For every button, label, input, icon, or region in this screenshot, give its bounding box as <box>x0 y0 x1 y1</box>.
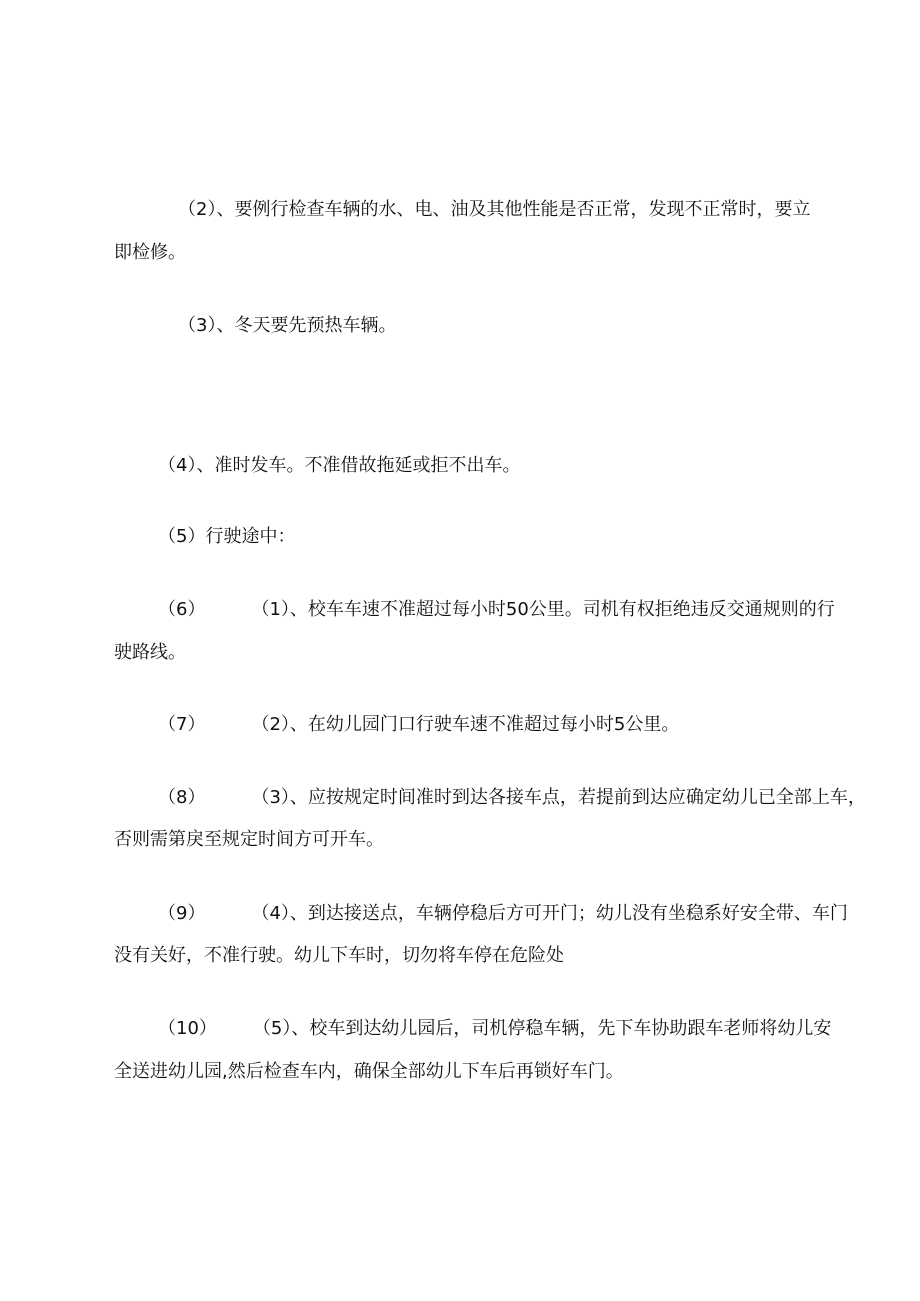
item-8-line-2: 否则需第戾至规定时间方可开车。 <box>114 829 384 850</box>
item-6-number: （6） <box>158 599 206 620</box>
item-9-line-1 <box>158 902 848 926</box>
item-5-line-1: （5）行驶途中： <box>158 526 296 547</box>
item-6-line-1 <box>158 598 835 622</box>
item-7-number: （7） <box>158 714 206 735</box>
item-10-number: （10） <box>158 1018 217 1039</box>
item-10-line-2: 全送进幼儿园,然后检查车内，确保全部幼儿下车后再锁好车门。 <box>114 1061 624 1082</box>
item-6-text: （1）、校车车速不准超过每小时50公里。司机有权拒绝违反交通规则的行 <box>251 599 835 620</box>
item-8-text: （3）、应按规定时间准时到达各接车点，若提前到达应确定幼儿已全部上车， <box>251 787 866 808</box>
item-9-line-2: 没有关好，不准行驶。幼儿下车时，切勿将车停在危险处 <box>114 945 564 966</box>
item-7-text: （2）、在幼儿园门口行驶车速不准超过每小时5公里。 <box>251 714 680 735</box>
item-2-line-2: 即检修。 <box>114 242 186 263</box>
item-9-number: （9） <box>158 903 206 924</box>
item-9-text: （4）、到达接送点，车辆停稳后方可开门；幼儿没有坐稳系好安全带、车门 <box>251 903 848 924</box>
item-4-line-1: （4）、准时发车。不准借故拖延或拒不出车。 <box>158 455 521 476</box>
item-3-line-1: （3）、冬天要先预热车辆。 <box>178 315 397 336</box>
item-6-line-2: 驶路线。 <box>114 642 186 663</box>
item-7-line-1 <box>158 713 679 737</box>
item-8-number: （8） <box>158 787 206 808</box>
item-8-line-1 <box>158 786 866 810</box>
item-10-text: （5）、校车到达幼儿园后，司机停稳车辆，先下车协助跟车老师将幼儿安 <box>252 1018 832 1039</box>
item-2-line-1: （2）、要例行检查车辆的水、电、油及其他性能是否正常，发现不正常时，要立 <box>178 199 811 220</box>
item-10-line-1 <box>158 1017 831 1041</box>
